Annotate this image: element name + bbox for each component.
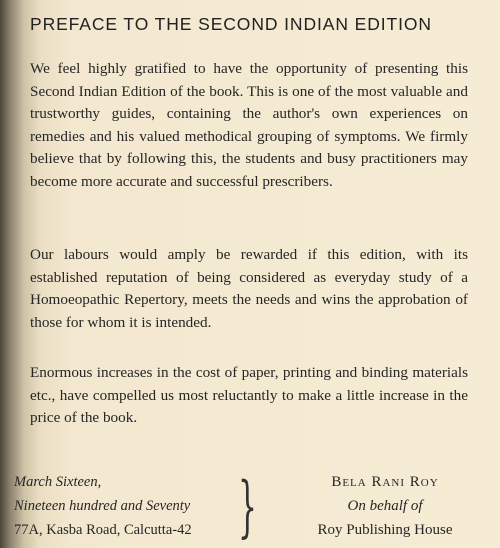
date-line-2: Nineteen hundred and Seventy (14, 498, 191, 514)
signatory-block (290, 470, 480, 542)
on-behalf-line: On behalf of (347, 498, 423, 514)
date-line-1: March Sixteen, (14, 474, 102, 490)
page-title: PREFACE TO THE SECOND INDIAN EDITION (30, 14, 432, 34)
paragraph-1: We feel highly gratified to have the opportunity of presenting this Second Indian Edition of the book. This is one of the most valuable and trustworthy guides, containing the author's own experiences on remedies and his valued methodical grouping of symptoms. We firmly believe that by following this, the students and busy practitioners may become more accurate and successful prescribers. (30, 60, 468, 190)
publisher-name: Roy Publishing House (317, 522, 453, 538)
address-line: 77A, Kasba Road, Calcutta-42 (14, 522, 192, 538)
paragraph-2: Our labours would amply be rewarded if this edition, with its established reputation of being considered as everyday study of a Homoeopathic Repertory, meets the needs and wins the approbation of those for whom it is intended. (30, 246, 468, 331)
signatory-name: Bela Rani Roy (331, 474, 439, 490)
date-address-block (14, 470, 244, 542)
paragraph-3: Enormous increases in the cost of paper, printing and binding materials etc., have compelled us most reluctantly to make a little increase in the price of the book. (30, 364, 468, 427)
curly-brace-icon: } (238, 468, 257, 545)
